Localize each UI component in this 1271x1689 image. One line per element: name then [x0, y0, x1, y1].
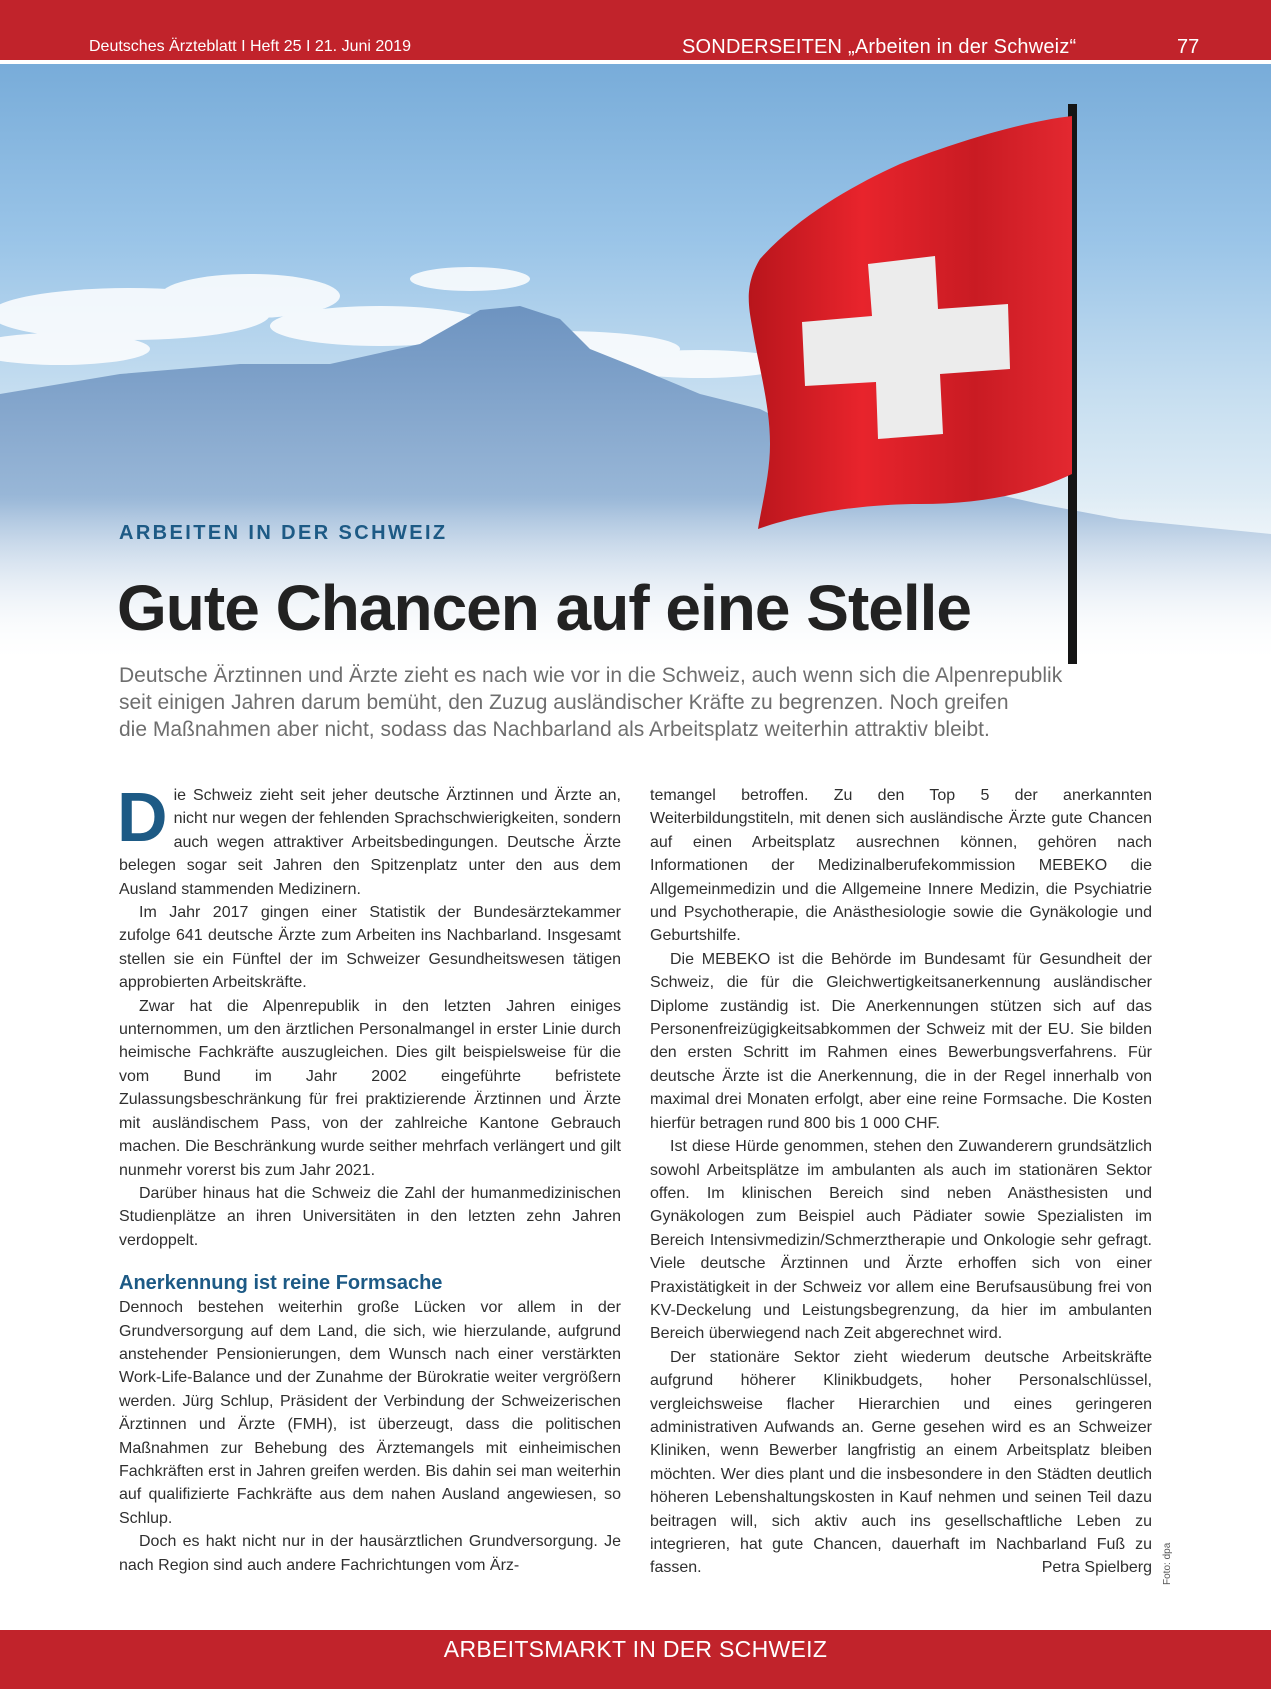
page-number: 77: [1177, 36, 1200, 58]
drop-cap: D: [117, 778, 168, 856]
page-footer-bar: [0, 1630, 1271, 1689]
paragraph: Der stationäre Sektor zieht wiederum deutsche Arbeitskräfte aufgrund höherer Klinikbudgets, hoher Personalschlüssel, vergleichsweise flacher Hierarchien und eines geringeren administrativen Aufwands an. Gerne gesehen wird es an Schweizer Kliniken, wenn Bewerber langfristig an einem Arbeitsplatz bleiben möchten. Wer dies plant und die insbesondere in den Städten deutlich höheren Lebenshaltungskosten in Kauf nehmen und seinen Teil dazu beitragen will, sich aktiv auch ins gesellschaftliche Leben zu integrieren, hat gute Chancen, dauerhaft im Nachbarland Fuß zu fassen. Petra Spielberg: [650, 1346, 1152, 1580]
lead-line: die Maßnahmen aber nicht, sodass das Nachbarland als Arbeitsplatz weiterhin attraktiv bleibt.: [119, 718, 990, 741]
paragraph: Ist diese Hürde genommen, stehen den Zuwanderern grundsätzlich sowohl Arbeitsplätze im ambulanten als auch im stationären Sektor offen. Im klinischen Bereich sind neben Anästhesisten und Gynäkologen zum Beispiel auch Pädiater sowie Spezialisten im Bereich Intensivmedizin/Schmerztherapie und Onkologie sehr gefragt. Viele deutsche Ärztinnen und Ärzte erhoffen sich von einer Praxistätigkeit in der Schweiz vor allem eine Berufsausübung frei von KV-Deckelung und Leistungsbegrenzung, da hier im ambulanten Bereich überwiegend nach Zeit abgerechnet wird.: [650, 1138, 1152, 1343]
photo-credit: Foto: dpa: [1162, 1542, 1173, 1585]
article-lead: [119, 662, 1119, 743]
paragraph: Doch es hakt nicht nur in der hausärztlichen Grundversorgung. Je nach Region sind auch andere Fachrichtungen vom Ärz-: [119, 1533, 621, 1574]
paragraph: Zwar hat die Alpenrepublik in den letzten Jahren einiges unternommen, um den ärztlichen Personalmangel in erster Linie durch heimische Fachkräfte auszugleichen. Dies gilt beispielsweise für die vom Bund im Jahr 2002 eingeführte befristete Zulassungsbeschränkung für frei praktizierende Ärztinnen und Ärzte mit ausländischem Pass, von der zahlreiche Kantone Gebrauch machen. Die Beschränkung wurde seither mehrfach verlängert und gilt nunmehr vorerst bis zum Jahr 2021.: [119, 997, 621, 1179]
subheading: Anerkennung ist reine Formsache: [119, 1272, 443, 1295]
footer-label: ARBEITSMARKT IN DER SCHWEIZ: [443, 1636, 828, 1662]
lead-line: seit einigen Jahren darum bemüht, den Zuzug ausländischer Kräfte zu begrenzen. Noch greifen: [119, 691, 1009, 714]
paragraph: Die MEBEKO ist die Behörde im Bundesamt für Gesundheit der Schweiz, die für die Gleichwertigkeitsanerkennung ausländischer Diplome zuständig ist. Die Anerkennungen stützen sich auf das Personenfreizügigkeitsabkommen der Schweiz mit der EU. Sie bilden den ersten Schritt im Rahmen eines Bewerbungsverfahrens. Für deutsche Ärzte ist die Anerkennung, die in der Regel innerhalb von maximal drei Monaten erfolgt, aber eine reine Formsache. Die Kosten hierfür betragen rund 800 bis 1 000 CHF.: [650, 950, 1152, 1132]
article-title: Gute Chancen auf eine Stelle: [117, 572, 971, 644]
lead-line: Deutsche Ärztinnen und Ärzte zieht es nach wie vor in die Schweiz, auch wenn sich die Alpenrepublik: [119, 664, 1063, 687]
article-column-right: [650, 784, 1152, 1580]
paragraph: Darüber hinaus hat die Schweiz die Zahl der humanmedizinischen Studienplätze an ihren Universitäten in den letzten zehn Jahren verdoppelt.: [119, 1184, 621, 1249]
article-kicker: ARBEITEN IN DER SCHWEIZ: [119, 522, 448, 544]
publication-info: Deutsches Ärzteblatt I Heft 25 I 21. Juni 2019: [89, 38, 411, 55]
paragraph: Die Schweiz zieht seit jeher deutsche Ärztinnen und Ärzte an, nicht nur wegen der fehlenden Sprachschwierigkeiten, sondern auch wegen attraktiver Arbeitsbedingungen. Deutsche Ärzte belegen sogar seit Jahren den Spitzenplatz unter den aus dem Ausland stammenden Medizinern.: [117, 778, 621, 898]
article-column-left: [117, 778, 621, 1577]
paragraph: Dennoch bestehen weiterhin große Lücken vor allem in der Grundversorgung auf dem Land, die sich, wie hierzulande, aufgrund anstehender Pensionierungen, dem Wunsch nach einer verstärkten Work-Life-Balance und der Zunahme der Bürokratie weiter vergrößern werden. Jürg Schlup, Präsident der Verbindung der Schweizerischen Ärztinnen und Ärzte (FMH), ist überzeugt, dass die politischen Maßnahmen zur Behebung des Ärztemangels mit einheimischen Fachkräften erst in Jahren greifen werden. Bis dahin sei man weiterhin auf qualifizierte Fachkräfte aus dem nahen Ausland angewiesen, so Schlup.: [119, 1299, 621, 1527]
paragraph: temangel betroffen. Zu den Top 5 der anerkannten Weiterbildungstiteln, mit denen sich ausländische Ärzte gute Chancen auf einen Arbeitsplatz ausrechnen können, gehören nach Informationen der Medizinalberufekommission MEBEKO die Allgemeinmedizin und die Allgemeine Innere Medizin, die Psychiatrie und Psychotherapie, die Anästhesiologie sowie die Gynäkologie und Geburtshilfe.: [650, 787, 1152, 945]
author-name: Petra Spielberg: [1041, 1559, 1152, 1577]
paragraph: Im Jahr 2017 gingen einer Statistik der Bundesärztekammer zufolge 641 deutsche Ärzte zum Arbeiten ins Nachbarland. Insgesamt stellen sie ein Fünftel der im Schweizer Gesundheitswesen tätigen approbierten Arbeitskräfte.: [119, 904, 621, 992]
section-title: SONDERSEITEN „Arbeiten in der Schweiz“: [682, 36, 1077, 58]
page-header-bar: [0, 0, 1271, 60]
